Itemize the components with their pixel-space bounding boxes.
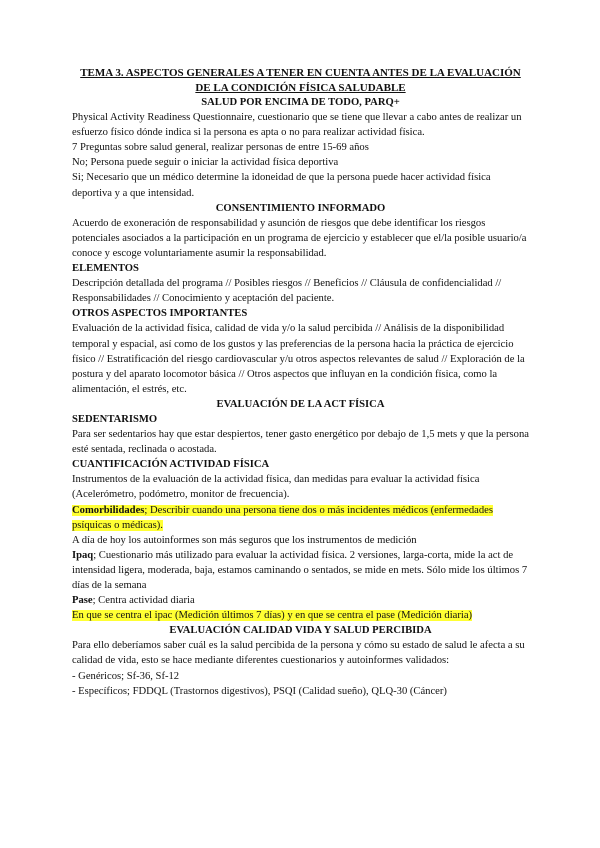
elementos-text: Descripción detallada del programa // Posibles riesgos // Beneficios // Cláusula de confidencialidad // Responsabilidades // Conocimiento y aceptación del paciente.	[72, 278, 502, 305]
heading-sedentarismo: SEDENTARISMO	[72, 413, 158, 425]
cuantificacion-text: Instrumentos de la evaluación de la actividad física, dan medidas para evaluar la actividad física (Acelerómetro, podómetro, monitor de frecuencia).	[72, 474, 480, 501]
heading-calidad-vida: EVALUACIÓN CALIDAD VIDA Y SALUD PERCIBIDA	[169, 625, 432, 637]
parq-answer-no: No; Persona puede seguir o iniciar la actividad física deportiva	[72, 157, 339, 169]
pase-term: Pase	[72, 595, 93, 607]
calidad-vida-text: Para ello deberíamos saber cuál es la salud percibida de la persona y cómo su estado de salud le afecta a su calidad de vida, esto se hace mediante diferentes cuestionarios y autoinformes validados:	[72, 640, 525, 667]
ipaq-text: ; Cuestionario más utilizado para evaluar la actividad física. 2 versiones, larga-corta, mide la act de intensidad ligera, moderada, baja, estamos caminando o sentados, se mide en mets. Sólo mide los últimos 7 días de la semana	[72, 549, 528, 591]
heading-evaluacion-act-fisica: EVALUACIÓN DE LA ACT FÍSICA	[216, 398, 385, 410]
parq-answer-yes: Si; Necesario que un médico determine la idoneidad de que la persona puede hacer actividad física deportiva y a que intensidad.	[72, 172, 491, 199]
document-title: TEMA 3. ASPECTOS GENERALES A TENER EN CUENTA ANTES DE LA EVALUACIÓN DE LA CONDICIÓN FÍSICA SALUDABLE	[80, 67, 521, 94]
heading-consentimiento: CONSENTIMIENTO INFORMADO	[215, 202, 386, 214]
autoinformes-text: A día de hoy los autoinformes son más seguros que los instrumentos de medición	[72, 534, 417, 546]
list-item-especificos: - Específicos; FDDQL (Trastornos digestivos), PSQI (Calidad sueño), QLQ-30 (Cáncer)	[72, 685, 447, 697]
comorbilidades-text: ; Describir cuando una persona tiene dos o más incidentes médicos (enfermedades psíquicas o médicas).	[72, 504, 493, 531]
sedentarismo-text: Para ser sedentarios hay que estar despiertos, tener gasto energético por debajo de 1,5 mets y que la persona esté sentada, reclinada o acostada.	[72, 429, 529, 456]
parq-definition: Physical Activity Readiness Questionnaire, cuestionario que se tiene que llevar a cabo antes de realizar un esfuerzo físico dónde indica si la persona es apta o no para realizar actividad física.	[72, 112, 522, 139]
heading-elementos: ELEMENTOS	[72, 263, 139, 275]
pase-text: ; Centra actividad diaria	[92, 595, 195, 607]
heading-otros-aspectos: OTROS ASPECTOS IMPORTANTES	[72, 308, 248, 320]
consentimiento-text: Acuerdo de exoneración de responsabilidad y asunción de riesgos que debe identificar los riesgos potenciales asociados a la participación en un programa de ejercicio y establecer que el/la posible usuario/a conoce y escoge voluntariamente asumir la responsabilidad.	[72, 217, 527, 259]
ipac-pase-highlight: En que se centra el ipac (Medición últimos 7 días) y en que se centra el pase (Medición diaria)	[72, 610, 473, 622]
highlight-paragraph	[72, 608, 529, 623]
pase-paragraph	[72, 593, 529, 608]
list-item-genericos: - Genéricos; Sf-36, Sf-12	[72, 670, 180, 682]
heading-cuantificacion: CUANTIFICACIÓN ACTIVIDAD FÍSICA	[72, 459, 270, 471]
ipaq-paragraph	[72, 548, 529, 593]
comorbilidades-paragraph	[72, 503, 529, 533]
ipaq-term: Ipaq	[72, 549, 94, 561]
otros-aspectos-text: Evaluación de la actividad física, calidad de vida y/o la salud percibida // Análisis de la disponibilidad temporal y espacial, así como de los gustos y las preferencias de la persona hacia la práctica de ejercicio físico // Estratificación del riesgo cardiovascular y/u otros aspectos relevantes de salud // Exploración de la postura y del aparato locomotor básica // Otros aspectos que influyan en la condición física, como la alimentación, el estrés, etc.	[72, 323, 525, 395]
comorbilidades-term: Comorbilidades	[72, 504, 145, 516]
heading-parq: SALUD POR ENCIMA DE TODO, PARQ+	[201, 97, 400, 108]
parq-questions: 7 Preguntas sobre salud general, realizar personas de entre 15-69 años	[72, 142, 369, 154]
